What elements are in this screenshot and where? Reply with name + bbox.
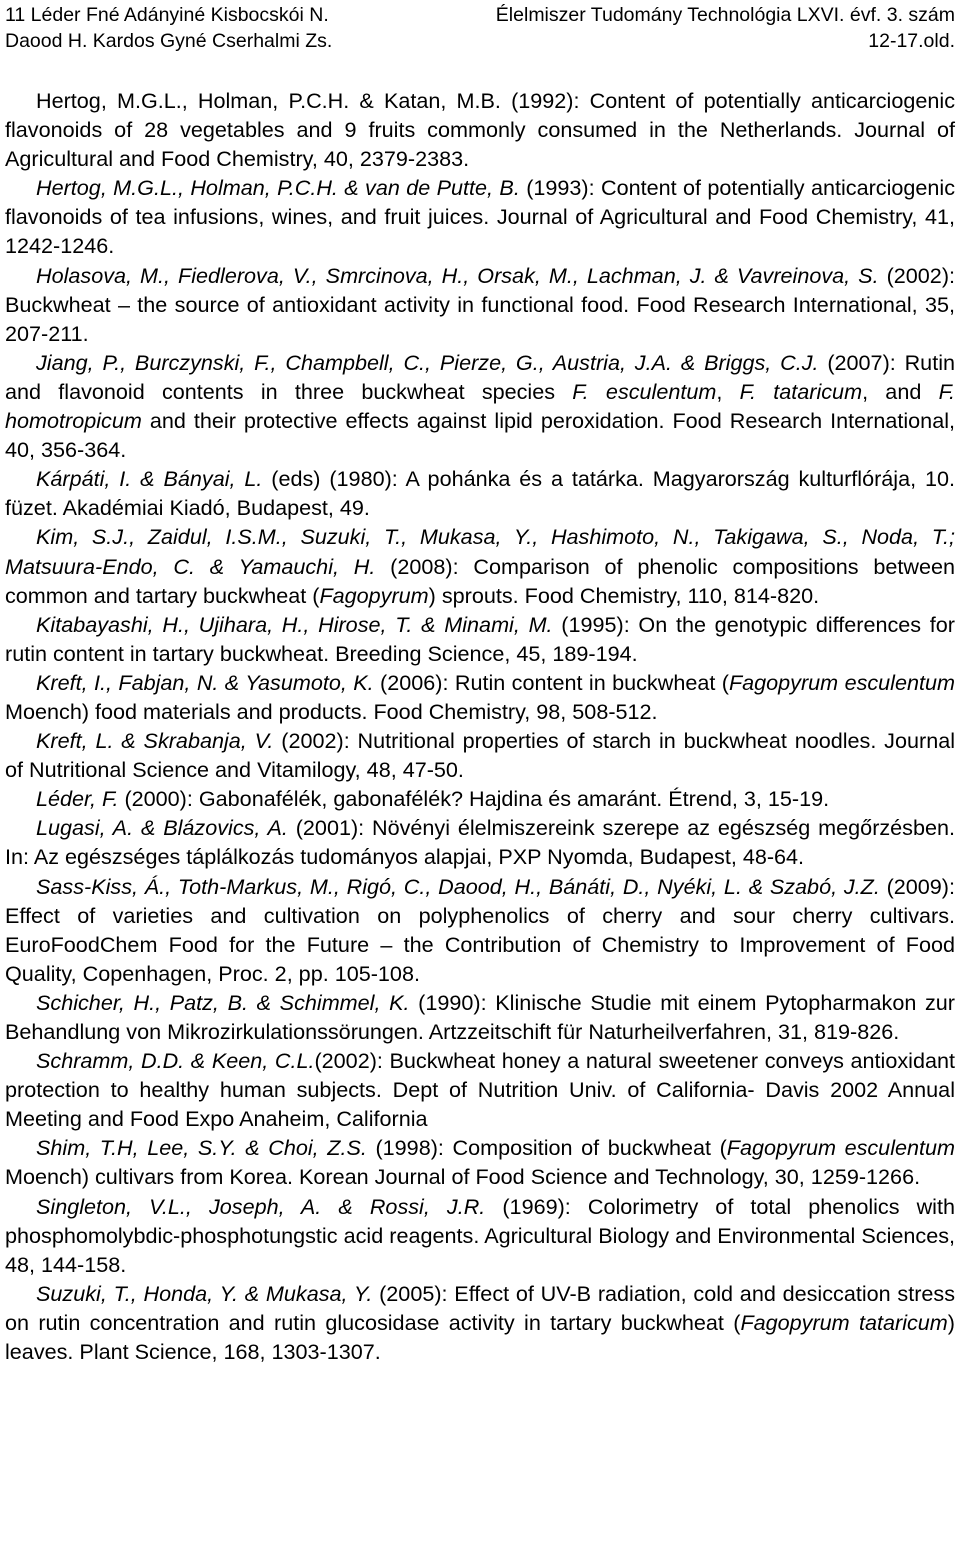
reference-italic-text: Kim, S.J., Zaidul, I.S.M., Suzuki, T., Mukasa, Y., Hashimoto, N., Takigawa, S., Noda, T.; Matsuura-Endo, C. & Yamauchi, H. — [5, 524, 955, 579]
reference-entry — [5, 610, 955, 668]
reference-text: (2008): Comparison of phenolic compositions between common and tartary buckwheat ( — [5, 553, 955, 608]
reference-entry — [5, 261, 955, 348]
reference-entry — [5, 988, 955, 1046]
reference-text: (2002): Nutritional properties of starch in buckwheat noodles. Journal of Nutritional Science and Vitamilogy, 48, 47-50. — [5, 728, 956, 783]
reference-italic-text: Suzuki, T., Honda, Y. & Mukasa, Y. — [36, 1280, 373, 1306]
header-authors-line-1: 11 Léder Fné Adányiné Kisbocskói N. — [5, 4, 329, 26]
reference-italic-text: F. tataricum — [739, 378, 863, 404]
header-authors-line-2: Daood H. Kardos Gyné Cserhalmi Zs. — [5, 30, 333, 52]
reference-entry — [5, 872, 955, 988]
reference-text: (2002): Buckwheat honey a natural sweetener conveys antioxidant protection to healthy human subjects. Dept of Nutrition Univ. of California- Davis 2002 Annual Meeting and Food Expo Anaheim, California — [5, 1048, 955, 1132]
reference-entry — [5, 1133, 955, 1191]
reference-text: , — [716, 378, 740, 404]
reference-italic-text: Jiang, P., Burczynski, F., Champbell, C., Pierze, G., Austria, J.A. & Briggs, C.J. — [36, 349, 819, 375]
reference-entry — [5, 348, 955, 464]
reference-italic-text: F. homotropicum — [5, 378, 955, 434]
reference-italic-text: Fagopyrum — [319, 582, 429, 608]
reference-entry — [5, 464, 955, 522]
reference-entry — [5, 173, 955, 260]
reference-text: (1995): On the genotypic differences for rutin content in tartary buckwheat. Breeding Science, 45, 189-194. — [5, 611, 955, 666]
reference-entry — [5, 668, 955, 726]
reference-italic-text: Holasova, M., Fiedlerova, V., Smrcinova, H., Orsak, M., Lachman, J. & Vavreinova, S. — [36, 262, 879, 288]
reference-italic-text: F. esculentum — [572, 378, 717, 404]
reference-italic-text: Kreft, I., Fabjan, N. & Yasumoto, K. — [36, 669, 374, 695]
reference-italic-text: Sass-Kiss, Á., Toth-Markus, M., Rigó, C., Daood, H., Bánáti, D., Nyéki, L. & Szabó, J.Z. — [36, 873, 880, 899]
reference-entry — [5, 86, 955, 173]
page-header — [5, 2, 955, 54]
header-row-2 — [5, 28, 955, 54]
reference-text: (1993): Content of potentially anticarciogenic flavonoids of tea infusions, wines, and fruit juices. Journal of Agricultural and Food Chemistry, 41, 1242-1246. — [5, 175, 955, 259]
reference-text: (2007): Rutin and flavonoid contents in three buckwheat species — [5, 349, 956, 404]
reference-italic-text: Kárpáti, I. & Bányai, L. — [36, 466, 263, 492]
reference-text: (1990): Klinische Studie mit einem Pytopharmakon zur Behandlung von Mikrozirkulationssörungen. Artzzeitschift für Naturheilverfahren, 31, 819-826. — [5, 989, 955, 1044]
reference-text: (1998): Composition of buckwheat ( — [366, 1135, 727, 1161]
reference-italic-text: Fagopyrum tataricum — [740, 1309, 948, 1335]
reference-entry — [5, 1192, 955, 1279]
reference-text: (2006): Rutin content in buckwheat ( — [373, 669, 729, 695]
reference-italic-text: Singleton, V.L., Joseph, A. & Rossi, J.R. — [36, 1193, 486, 1219]
reference-text: Moench) food materials and products. Food Chemistry, 98, 508-512. — [5, 698, 658, 724]
reference-italic-text: Léder, F. — [36, 786, 119, 812]
reference-list — [5, 86, 955, 1366]
reference-entry — [5, 1046, 955, 1133]
reference-italic-text: Kitabayashi, H., Ujihara, H., Hirose, T. & Minami, M. — [36, 611, 553, 637]
page-range: 12-17.old. — [868, 30, 955, 52]
reference-italic-text: Hertog, M.G.L., Holman, P.C.H. & van de Putte, B. — [36, 175, 520, 201]
reference-italic-text: Lugasi, A. & Blázovics, A. — [36, 815, 288, 841]
journal-title: Élelmiszer Tudomány Technológia LXVI. évf. 3. szám — [495, 4, 955, 26]
reference-text: (eds) (1980): A pohánka és a tatárka. Magyarország kulturflórája, 10. füzet. Akadémiai Kiadó, Budapest, 49. — [5, 466, 955, 521]
reference-italic-text: Schramm, D.D. & Keen, C.L. — [36, 1048, 315, 1074]
reference-entry — [5, 784, 955, 813]
reference-text: , and — [862, 378, 939, 404]
reference-italic-text: Shim, T.H, Lee, S.Y. & Choi, Z.S. — [36, 1135, 367, 1161]
reference-text: (2001): Növényi élelmiszereink szerepe az egészség megőrzésben. In: Az egészséges táplálkozás tudományos alapjai, PXP Nyomda, Budapest, 48-64. — [5, 815, 956, 870]
reference-text: (2002): Buckwheat – the source of antioxidant activity in functional food. Food Research International, 35, 207-211. — [5, 262, 956, 346]
reference-italic-text: Fagopyrum esculentum — [726, 1135, 956, 1161]
reference-italic-text: Schicher, H., Patz, B. & Schimmel, K. — [36, 989, 410, 1015]
reference-entry — [5, 726, 955, 784]
reference-entry — [5, 1279, 955, 1366]
reference-text: (2009): Effect of varieties and cultivation on polyphenolics of cherry and sour cherry cultivars. EuroFoodChem Food for the Future – the Contribution of Chemistry to Improvement of Food Quality, Copenhagen, Proc. 2, pp. 105-108. — [5, 873, 956, 986]
reference-italic-text: Kreft, L. & Skrabanja, V. — [36, 728, 274, 754]
reference-text: (1969): Colorimetry of total phenolics with phosphomolybdic-phosphotungstic acid reagents. Agricultural Biology and Environmental Sciences, 48, 144-158. — [5, 1193, 955, 1277]
reference-text: (2000): Gabonafélék, gabonafélék? Hajdina és amaránt. Étrend, 3, 15-19. — [118, 786, 830, 812]
reference-entry — [5, 522, 955, 609]
reference-text: Moench) cultivars from Korea. Korean Journal of Food Science and Technology, 30, 1259-1266. — [5, 1164, 921, 1190]
reference-entry — [5, 813, 955, 871]
reference-text: Hertog, M.G.L., Holman, P.C.H. & Katan, M.B. (1992): Content of potentially anticarciogenic flavonoids of 28 vegetables and 9 fruits commonly consumed in the Netherlands. Journal of Agricultural and Food Chemistry, 40, 2379-2383. — [5, 88, 955, 172]
reference-text: ) sprouts. Food Chemistry, 110, 814-820. — [428, 582, 820, 608]
reference-italic-text: Fagopyrum esculentum — [728, 669, 955, 695]
reference-text: (2005): Effect of UV-B radiation, cold and desiccation stress on rutin concentration and rutin glucosidase activity in tartary buckwheat ( — [5, 1280, 955, 1335]
reference-text: and their protective effects against lipid peroxidation. Food Research International, 40, 356-364. — [5, 408, 955, 463]
header-row-1 — [5, 2, 955, 28]
reference-text: ) leaves. Plant Science, 168, 1303-1307. — [5, 1309, 955, 1365]
